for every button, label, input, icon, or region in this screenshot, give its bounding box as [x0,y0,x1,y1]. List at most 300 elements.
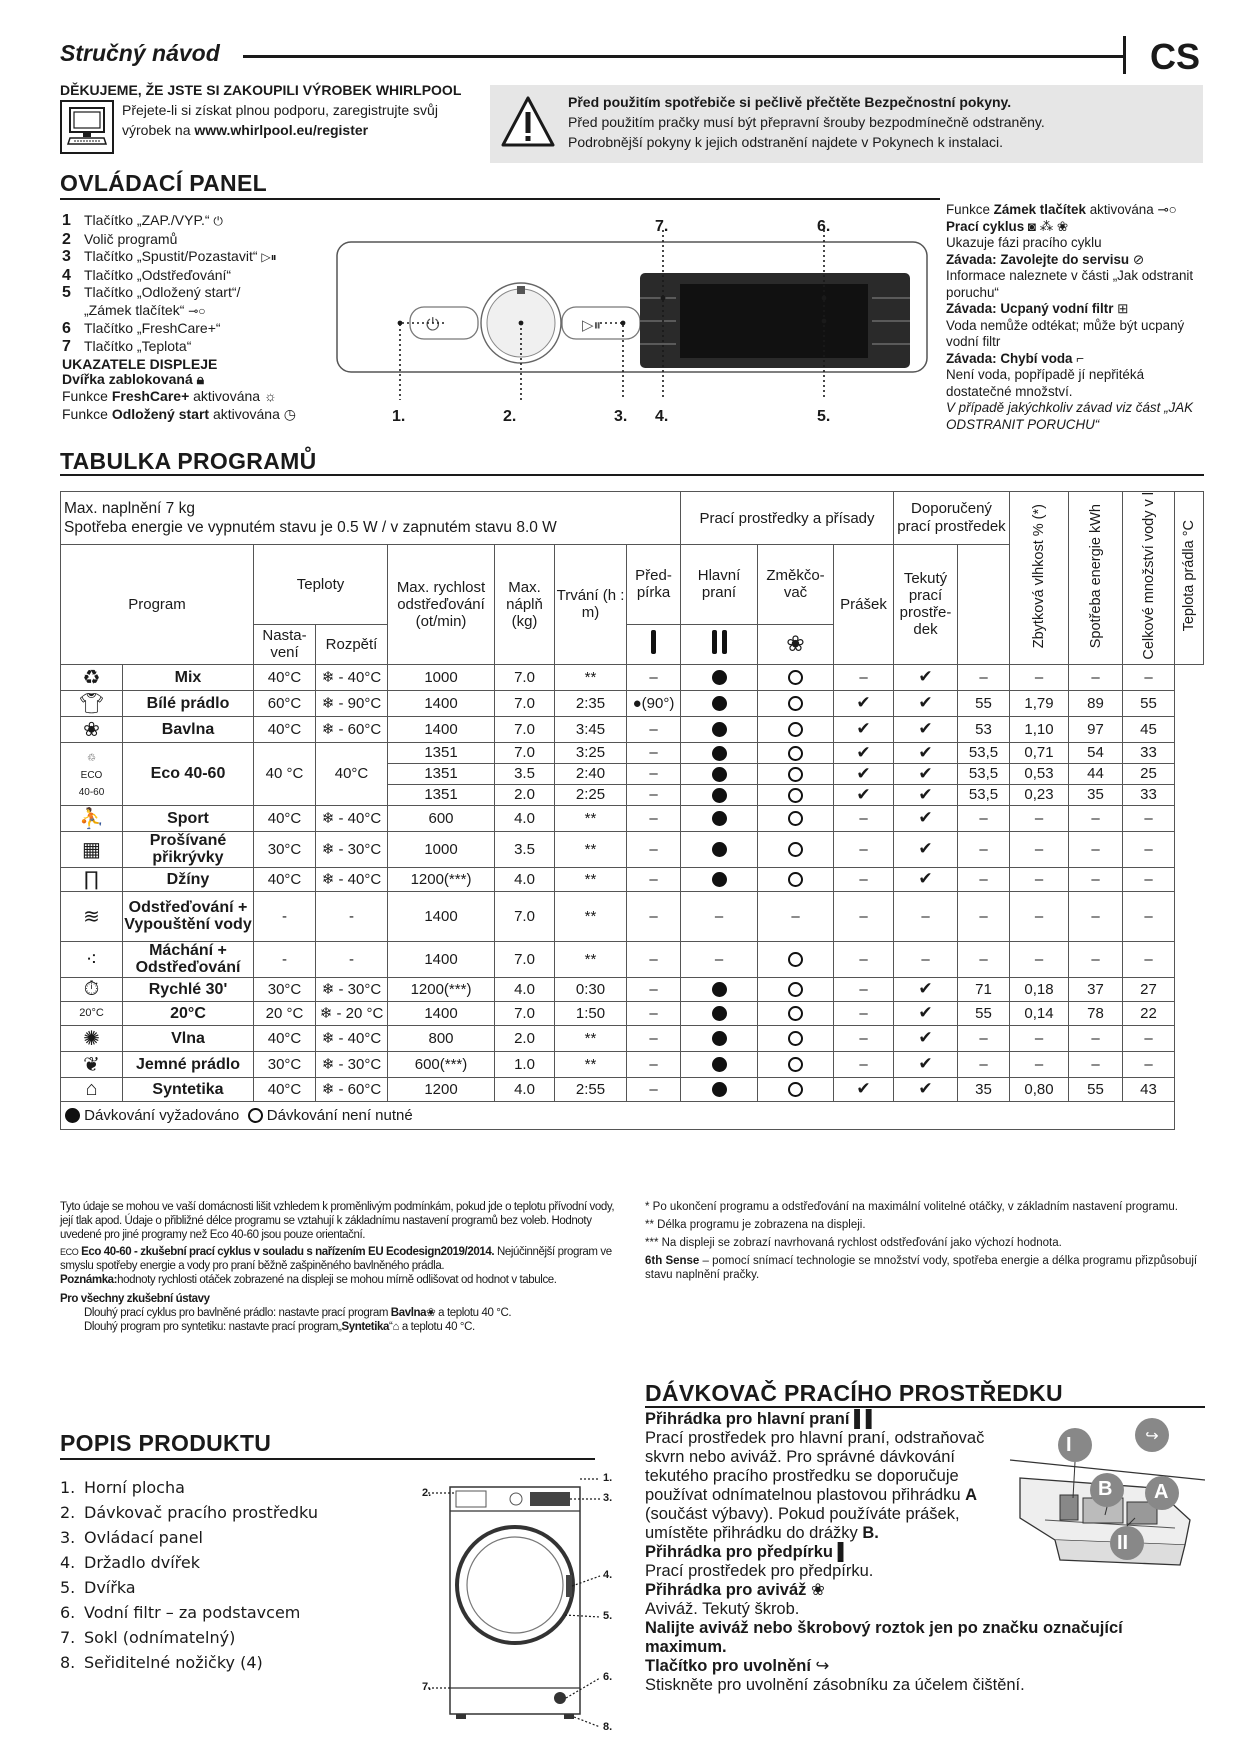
temp-range: ❄ - 40°C [316,664,388,690]
program-name: Syntetika [123,1077,254,1101]
program-rychl-30-icon: ⏱ [61,977,123,1001]
liquid-cell: ✔ [894,690,958,716]
panel-button-list [62,212,277,355]
temp-value: 45 [1123,716,1175,742]
washing-machine-diagram [420,1475,620,1735]
header-energy: Spotřeba energie kWh [1087,503,1104,648]
service-icon: ⊘ [1132,251,1145,267]
softener-flower-icon: ❀ [758,624,834,664]
machine-label-2: 2. [422,1487,432,1499]
svg-text:↪: ↪ [1145,1426,1159,1445]
duration: 2:25 [555,784,627,805]
temp-value: 43 [1123,1077,1175,1101]
liquid-cell: ✔ [894,1051,958,1077]
spin-speed: 1351 [388,763,495,784]
water-value: 89 [1069,690,1123,716]
softener-cell [758,977,834,1001]
temp-value: – [1123,831,1175,867]
water-value: 78 [1069,1001,1123,1025]
legend-optional: Dávkování není nutné [266,1106,413,1124]
section-dispenser: DÁVKOVAČ PRACÍHO PROSTŘEDKU [645,1380,1063,1406]
callout-5: 5. [817,408,831,425]
table-row [61,977,1204,1001]
temp-range: ❄ - 30°C [316,1051,388,1077]
moisture-value: 35 [958,1077,1010,1101]
softener-warning: Nalijte aviváž nebo škrobový roztok jen po značku označující maximum. [645,1619,1123,1656]
temp-value: 25 [1123,763,1175,784]
product-parts-list [60,1475,318,1675]
callout-6: 6. [817,218,831,235]
liquid-cell: ✔ [894,742,958,763]
prewash-cell: – [627,977,681,1001]
key-lock-icon: ⊸○ [1157,202,1177,217]
temp-setting: 30°C [254,977,316,1001]
softener-cell [758,716,834,742]
table-row [61,690,1204,716]
energy-value: 0,53 [1010,763,1069,784]
powder-cell: ✔ [834,742,894,763]
part-7: 7. Sokl (odnímatelný) [60,1628,236,1647]
duration: 2:35 [555,690,627,716]
powder-cell: – [834,1051,894,1077]
moisture-value: – [958,867,1010,891]
header-setting: Nasta- vení [254,624,316,664]
duration: ** [555,891,627,941]
main-wash-cell [681,805,758,831]
program-b-l-pr-dlo-icon: 👕︎ [61,690,123,716]
softener-desc: Aviváž. Tekutý škrob. [645,1600,800,1618]
max-load-value: 3.5 [495,763,555,784]
spin-speed: 600 [388,805,495,831]
liquid-cell: ✔ [894,763,958,784]
energy-value: 0,14 [1010,1001,1069,1025]
register-link[interactable]: www.whirlpool.eu/register [194,122,369,138]
panel-item-4: 4 Tlačítko „Odstřeďování“ [62,266,232,284]
program-vlna-icon: ✺ [61,1025,123,1051]
softener-cell [758,941,834,977]
machine-label-3: 3. [603,1492,613,1504]
note-star-2: ** Délka programu je zobrazena na displeji. [645,1219,866,1231]
program-name: Odstřeďování + Vypouštění vody [123,891,254,941]
temp-range: - [316,941,388,977]
prewash-cell: – [627,763,681,784]
water-value: – [1069,805,1123,831]
section-product-description: POPIS PRODUKTU [60,1430,272,1456]
machine-label-8: 8. [603,1721,613,1733]
legend-water-desc: Není voda, popřípadě jí nepřitéká dostatečné množství. [946,367,1145,399]
eco-40-60-icon: ♲ ECO 40-60 [61,742,123,805]
water-value: – [1069,1025,1123,1051]
table-row [61,831,1204,867]
max-load-value: 7.0 [495,941,555,977]
temp-range: 40°C [316,742,388,805]
energy-value: – [1010,1051,1069,1077]
section-rule [60,1458,595,1460]
powder-cell: ✔ [834,716,894,742]
program-syntetika-icon: ⌂ [61,1077,123,1101]
panel-item-1: 1 Tlačítko „ZAP./VYP.“ ⏻ [62,212,223,229]
program-name: Jemné prádlo [123,1051,254,1077]
header-temps: Teploty [254,545,388,625]
spin-speed: 800 [388,1025,495,1051]
note-remark: Poznámka:hodnoty rychlosti otáček zobrazené na displeji se mohou mírně odlišovat od hodnot v tabulce. [60,1274,557,1286]
liquid-cell: ✔ [894,664,958,690]
freshcare-indicator: Funkce FreshCare+ aktivována ☼ [62,388,277,404]
program-name: Džíny [123,867,254,891]
main-wash-cell [681,867,758,891]
powder-cell: – [834,941,894,977]
header-rule [243,55,1123,58]
prewash-cell: – [627,805,681,831]
program-name: Eco 40-60 [123,742,254,805]
temp-range: ❄ - 20 °C [316,1001,388,1025]
program-odst-e-ov-n-vypou-t-n-vody-icon: ≋ [61,891,123,941]
legend-service: Závada: Zavolejte do servisu ⊘ [946,251,1145,267]
release-button: Tlačítko pro uvolnění ↪ [645,1657,830,1675]
duration: 1:50 [555,1001,627,1025]
temp-range: ❄ - 40°C [316,867,388,891]
temp-setting: 40°C [254,1077,316,1101]
moisture-value: – [958,664,1010,690]
duration: 2:40 [555,763,627,784]
liquid-cell: ✔ [894,1025,958,1051]
moisture-value: – [958,1051,1010,1077]
temp-range: ❄ - 60°C [316,716,388,742]
program-mix-icon: ♻ [61,664,123,690]
prewash-cell: – [627,742,681,763]
header-load: Max. náplň (kg) [495,545,555,665]
header-prewash: Před- pírka [627,545,681,625]
water-value: 55 [1069,1077,1123,1101]
part-4: 4. Držadlo dvířek [60,1553,200,1572]
note-star-1: * Po ukončení programu a odstřeďování na maximální volitelné otáčky, v základním nastavení programu. [645,1201,1178,1213]
moisture-value: – [958,891,1010,941]
prewash-cell: – [627,716,681,742]
header-range: Rozpětí [316,624,388,664]
filter-icon: ⊞ [1117,301,1129,316]
page-title: Stručný návod [60,40,220,66]
callout-7: 7. [655,218,669,235]
note-variation: Tyto údaje se mohou ve vaší domácnosti lišit vzhledem k proměnlivým podmínkám, pokud jde o teplotu přívodní vody, její tlak apod. Údaje o přibližné délce programu se vztahují k základnímu nastavení programů bez voleb. Hodnoty uvedené pro jiné programy než Eco 40-60 jsou pouze orientační. [60,1201,615,1241]
door-locked: Dvířka zablokovaná 🔒︎ [62,371,205,387]
svg-text:▷⏸: ▷⏸ [582,316,602,334]
spin-speed: 1400 [388,716,495,742]
header-duration: Trvání (h : m) [555,545,627,665]
prewash-compartment: Přihrádka pro předpírku ▌ [645,1543,850,1561]
softener-cell [758,763,834,784]
section-program-table: TABULKA PROGRAMŮ [60,448,317,474]
duration: ** [555,867,627,891]
moisture-value: 53,5 [958,784,1010,805]
temp-value: 27 [1123,977,1175,1001]
softener-cell [758,1025,834,1051]
program-20-c-icon: 20°C [61,1001,123,1025]
note-long-synthetic: Dlouhý program pro syntetiku: nastavte prací program„Syntetika“⌂ a teplotu 40 °C. [84,1321,475,1333]
powder-cell: – [834,664,894,690]
duration: ** [555,805,627,831]
legend-filter: Závada: Ucpaný vodní filtr ⊞ [946,301,1129,316]
table-row [61,805,1204,831]
program-name: Vlna [123,1025,254,1051]
moisture-value: 53,5 [958,742,1010,763]
max-load-value: 1.0 [495,1051,555,1077]
moisture-value: 55 [958,690,1010,716]
spin-speed: 1000 [388,664,495,690]
moisture-value: – [958,1025,1010,1051]
prewash-cell: – [627,1077,681,1101]
temp-value: 33 [1123,784,1175,805]
program-m-ch-n-odst-e-ov-n-icon: ⁖ [61,941,123,977]
prewash-symbol [627,624,681,664]
spin-speed: 1000 [388,831,495,867]
control-panel-diagram [330,200,930,430]
temp-setting: 30°C [254,831,316,867]
prewash-desc: Prací prostředek pro předpírku. [645,1562,874,1580]
cotton-icon: ❀ [426,1307,436,1319]
softener-cell [758,664,834,690]
max-load-value: 4.0 [495,1077,555,1101]
water-value: 44 [1069,763,1123,784]
prewash-cell: – [627,941,681,977]
table-row [61,1025,1204,1051]
main-wash-cell [681,1001,758,1025]
table-row [61,664,1204,690]
freshcare-icon: ☼ [263,388,277,404]
program-name: Bílé prádlo [123,690,254,716]
table-row [61,891,1204,941]
powder-cell: – [834,867,894,891]
spin-speed: 1200 [388,1077,495,1101]
table-row [61,941,1204,977]
duration: ** [555,1051,627,1077]
header-divider [1123,36,1126,74]
program-d-ny-icon: ∏ [61,867,123,891]
note-long-cotton: Dlouhý prací cyklus pro bavlněné prádlo: nastavte prací program Bavlna❀ a teplotu 40 °C. [84,1307,512,1319]
max-load-value: 7.0 [495,664,555,690]
softener-cell [758,784,834,805]
section-control-panel: OVLÁDACÍ PANEL [60,170,267,196]
energy-value: 0,23 [1010,784,1069,805]
wash-phase-icons: ◙ ⁂ ❀ [1027,218,1069,234]
water-value: 35 [1069,784,1123,805]
liquid-cell: ✔ [894,1001,958,1025]
spin-speed: 1200(***) [388,867,495,891]
prewash-cell: – [627,1025,681,1051]
max-load-value: 7.0 [495,716,555,742]
softener-compartment: Přihrádka pro aviváž ❀ [645,1581,825,1599]
powder-cell: – [834,831,894,867]
dosage-legend [61,1101,1175,1129]
max-load-value: 4.0 [495,867,555,891]
moisture-value: 53,5 [958,763,1010,784]
softener-cell [758,690,834,716]
water-value: – [1069,664,1123,690]
energy-value: 0,71 [1010,742,1069,763]
legend-required: Dávkování vyžadováno [84,1106,240,1124]
dispenser-label-ii: II [1117,1532,1129,1554]
duration: ** [555,664,627,690]
temp-range: - [316,891,388,941]
notes-right [645,1200,1205,1282]
display-icons-legend [946,202,1211,433]
powder-cell: – [834,891,894,941]
duration: ** [555,1025,627,1051]
spin-speed: 1400 [388,891,495,941]
note-star-3: *** Na displeji se zobrazí navrhovaná rychlost odstřeďování jako výchozí hodnota. [645,1237,1062,1249]
program-name: 20°C [123,1001,254,1025]
prewash-icon: ▌ [837,1543,850,1561]
softener-cell [758,742,834,763]
program-name: Bavlna [123,716,254,742]
duration: 3:25 [555,742,627,763]
main-wash-cell [681,664,758,690]
header-wash-temp: Teplota prádla °C [1181,520,1197,632]
max-load-value: 2.0 [495,1025,555,1051]
water-value: 97 [1069,716,1123,742]
warning-icon [500,94,556,150]
moisture-value: – [958,805,1010,831]
liquid-cell: ✔ [894,784,958,805]
softener-cell [758,805,834,831]
header-program: Program [61,545,254,665]
temp-value: – [1123,1051,1175,1077]
temp-value: 22 [1123,1001,1175,1025]
duration: 0:30 [555,977,627,1001]
max-load-value: 7.0 [495,690,555,716]
program-name: Máchání + Odstřeďování [123,941,254,977]
main-wash-cell [681,831,758,867]
spin-speed: 1400 [388,1001,495,1025]
table-row [61,1077,1204,1101]
tap-icon: ⌐ [1076,350,1085,366]
clock-icon: ◷ [283,406,296,422]
machine-label-6: 6. [603,1671,613,1683]
computer-icon [60,100,114,154]
panel-item-6: 6 Tlačítko „FreshCare+“ [62,320,221,337]
main-wash-cell [681,1051,758,1077]
temp-range: ❄ - 30°C [316,831,388,867]
temp-value: – [1123,867,1175,891]
header-water: Celkové množství vody v l [1140,492,1157,660]
padlock-icon: 🔒︎ [196,371,205,387]
max-load-value: 4.0 [495,805,555,831]
main-wash-cell [681,742,758,763]
play-pause-icon: ▷⏸ [261,250,277,264]
energy-value: 1,79 [1010,690,1069,716]
temp-setting: 40°C [254,805,316,831]
softener-cell [758,831,834,867]
moisture-value: – [958,941,1010,977]
liquid-cell: ✔ [894,1077,958,1101]
panel-item-5: 5 Tlačítko „Odložený start“/ [62,284,241,301]
table-row [61,1001,1204,1025]
program-pro-van-p-ikr-vky-icon: ▦ [61,831,123,867]
max-load-value: 7.0 [495,1001,555,1025]
energy-value: – [1010,867,1069,891]
liquid-cell: – [894,891,958,941]
water-value: – [1069,1051,1123,1077]
program-name: Rychlé 30' [123,977,254,1001]
main-wash-cell [681,1025,758,1051]
program-name: Sport [123,805,254,831]
water-value: – [1069,831,1123,867]
part-6: 6. Vodní filtr – za podstavcem [60,1603,301,1622]
prewash-cell: ●(90°) [627,690,681,716]
temp-setting: 40°C [254,664,316,690]
header-recommended: Doporučený prací prostředek [894,492,1010,545]
spin-speed: 1400 [388,690,495,716]
max-load-value: 4.0 [495,977,555,1001]
warning-line-2: Před použitím pračky musí být přepravní šrouby bezpodmínečně odstraněny. [568,114,1045,130]
note-6th-sense: 6th Sense – pomocí snímací technologie se množství vody, spotřeba energie a délka programu přizpůsobují stavu naplnění pračky. [645,1255,1198,1281]
temp-range: ❄ - 90°C [316,690,388,716]
energy-standby: Spotřeba energie ve vypnutém stavu je 0.5 W / v zapnutém stavu 8.0 W [64,519,557,536]
powder-cell: – [834,1025,894,1051]
prewash-cell: – [627,1001,681,1025]
liquid-cell: ✔ [894,831,958,867]
main-wash-cell: – [681,891,758,941]
main-wash-cell [681,716,758,742]
part-8: 8. Seřiditelné nožičky (4) [60,1653,263,1672]
part-5: 5. Dvířka [60,1578,136,1597]
key-lock-icon: ⊸○ [188,303,206,318]
callout-3: 3. [614,408,628,425]
part-3: 3. Ovládací panel [60,1528,203,1547]
main-wash-desc: Prací prostředek pro hlavní praní, odstraňovač skvrn nebo aviváž. Pro správné dávkování tekutého pracího prostředku se doporučuje používat odnímatelnou plastovou přihrádku A (součást výbavy). Pokud používáte prášek, umístěte přihrádku do drážky B. [645,1429,985,1542]
machine-label-4: 4. [603,1569,613,1581]
liquid-cell: ✔ [894,716,958,742]
legend-service-desc: Informace naleznete v části „Jak odstranit poruchu“ [946,268,1194,300]
table-row [61,1051,1204,1077]
duration: 2:55 [555,1077,627,1101]
callout-2: 2. [503,408,517,425]
energy-value: – [1010,1025,1069,1051]
prewash-cell: – [627,891,681,941]
powder-cell: ✔ [834,763,894,784]
max-load-value: 2.0 [495,784,555,805]
temp-setting: 40°C [254,1025,316,1051]
energy-value: – [1010,941,1069,977]
delay-start-indicator: Funkce Odložený start aktivována ◷ [62,406,296,422]
temp-range: ❄ - 60°C [316,1077,388,1101]
moisture-value: 55 [958,1001,1010,1025]
prewash-cell: – [627,1051,681,1077]
panel-item-3: 3 Tlačítko „Spustit/Pozastavit“ ▷⏸ [62,248,277,265]
temp-range: ❄ - 40°C [316,1025,388,1051]
table-row [61,867,1204,891]
eco-icon: ECO [60,1247,79,1257]
safety-warning-text [568,92,1198,152]
header-moisture: Zbytková vlhkost % (*) [1031,503,1047,648]
main-wash-cell [681,977,758,1001]
water-value: 54 [1069,742,1123,763]
display-heading: UKAZATELE DISPLEJE [62,356,218,372]
dispenser-label-b: B [1098,1478,1113,1500]
temp-value: – [1123,805,1175,831]
temp-setting: - [254,891,316,941]
main-wash-cell [681,690,758,716]
table-row [61,716,1204,742]
softener-cell [758,1051,834,1077]
moisture-value: 71 [958,977,1010,1001]
softener-icon: ❀ [811,1581,825,1599]
powder-cell: ✔ [834,784,894,805]
duration: 3:45 [555,716,627,742]
temp-setting: 60°C [254,690,316,716]
section-rule [60,474,1204,476]
temp-value: – [1123,664,1175,690]
temp-range: ❄ - 40°C [316,805,388,831]
